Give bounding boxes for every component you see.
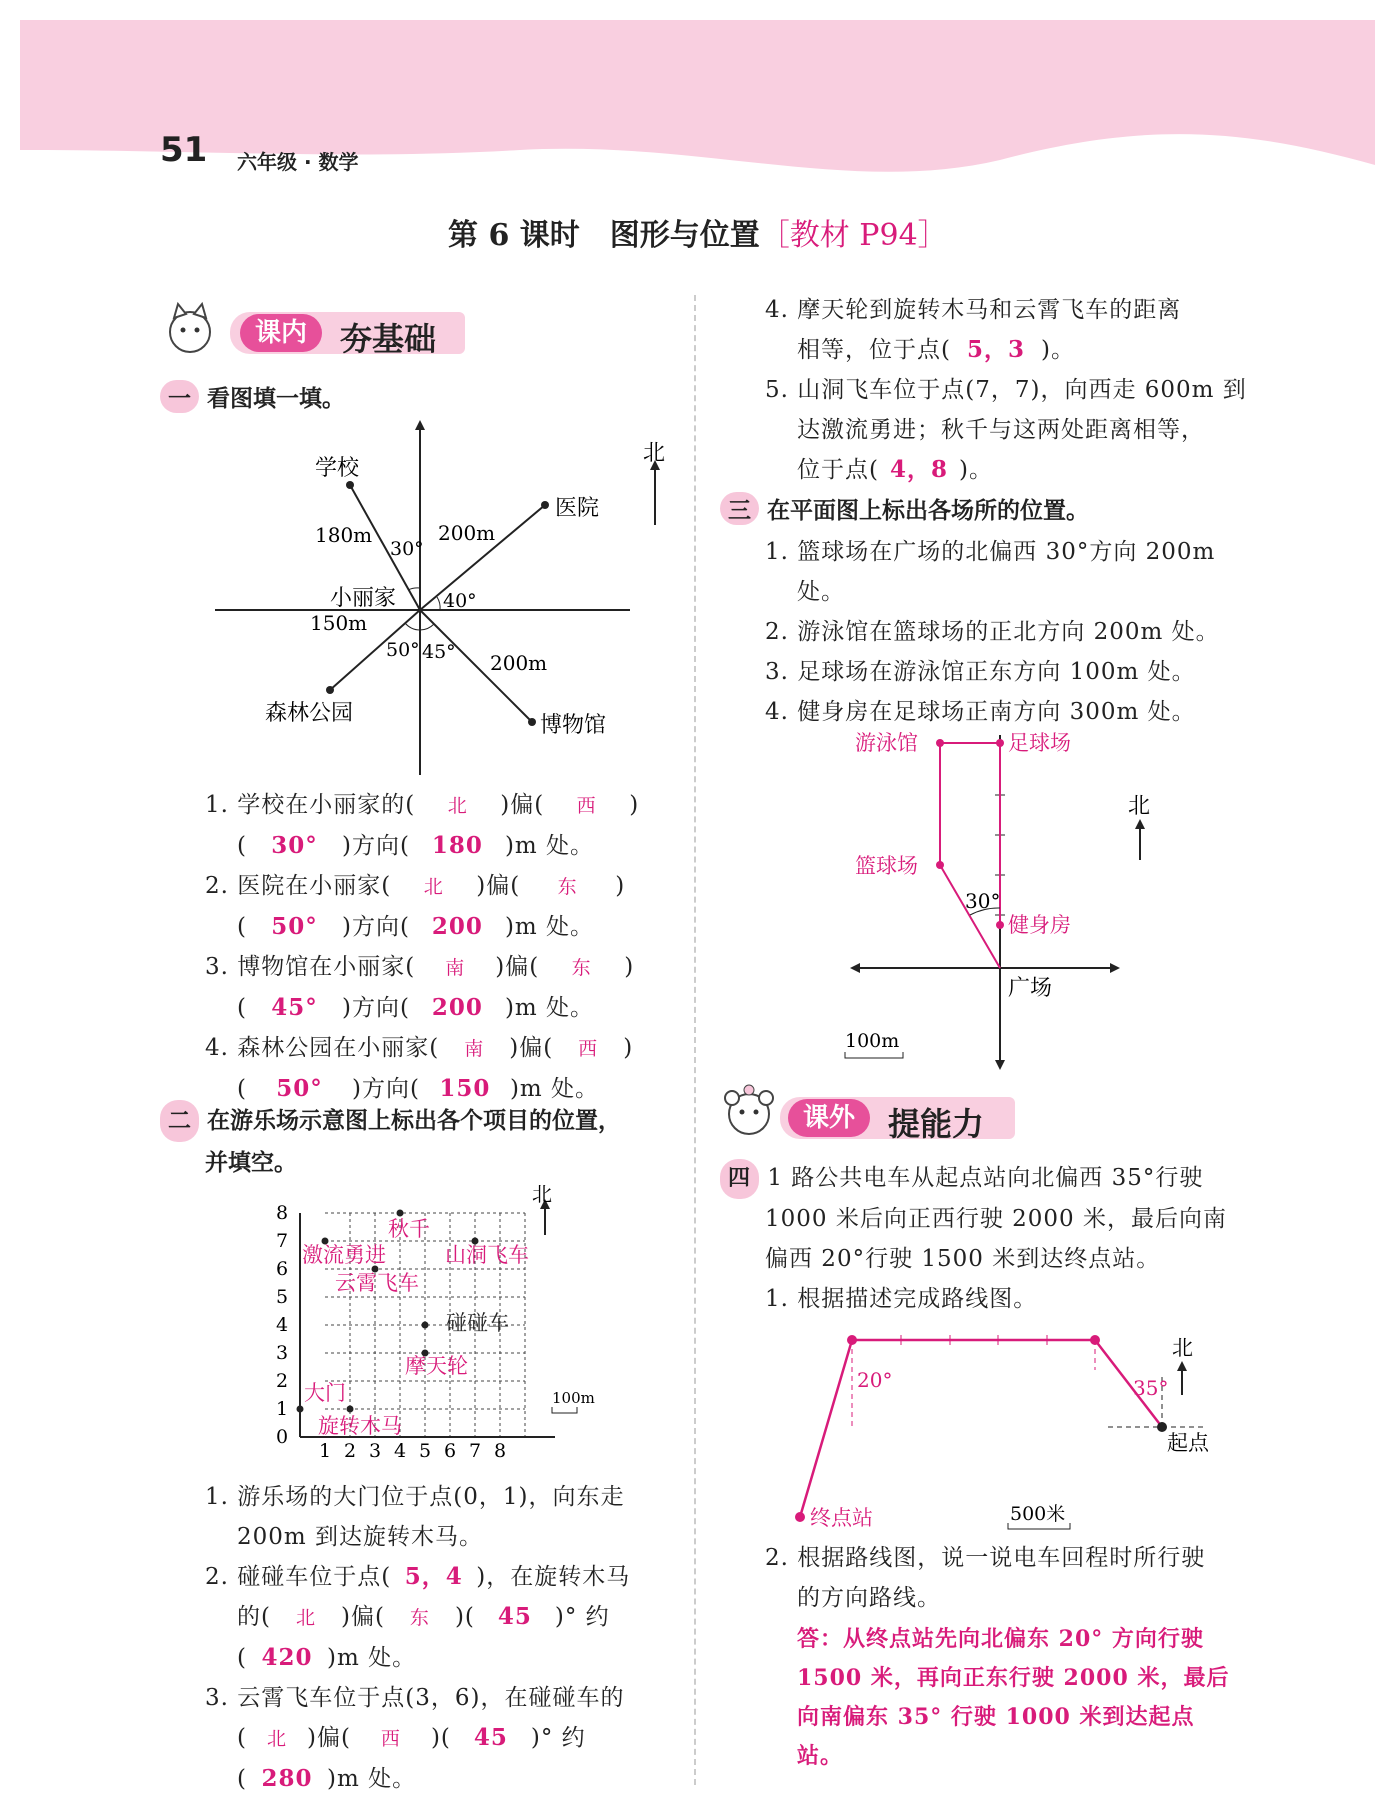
angle-30: 30° — [965, 889, 1001, 913]
q2-continued-lines — [765, 290, 1247, 490]
label-pool: 游泳馆 — [855, 731, 918, 755]
route-north: 北 — [1172, 1336, 1193, 1360]
svg-text:1: 1 — [275, 1398, 289, 1420]
q2-item-3a: 3. 云霄飞车位于点(3，6)，在碰碰车的 — [205, 1685, 625, 1711]
svg-text:3: 3 — [275, 1342, 289, 1364]
q3-number: 三 — [720, 492, 759, 525]
label-carousel: 旋转木马 — [318, 1414, 402, 1438]
q4-sub-2b: 的方向路线。 — [797, 1585, 941, 1611]
label-basketball: 篮球场 — [855, 854, 918, 878]
svg-text:8: 8 — [493, 1440, 507, 1462]
q1-item-4b: ( 50° )方向( 150 )m 处。 — [237, 1075, 600, 1102]
q2-item-5b: 达激流勇进；秋千与这两处距离相等， — [797, 417, 1205, 443]
q3-item-2: 2. 游泳馆在篮球场的正北方向 200m 处。 — [765, 619, 1220, 645]
q4-line-2: 1000 米后向正西行驶 2000 米，最后向南 — [765, 1206, 1227, 1232]
q2-park-grid — [270, 1185, 600, 1465]
q4-line-3: 偏西 20°行驶 1500 米到达终点站。 — [765, 1246, 1161, 1272]
angle-museum: 45° — [422, 641, 456, 663]
q2-item-2a: 2. 碰碰车位于点( 5，4 )，在旋转木马 — [205, 1563, 631, 1590]
q2-item-4a: 4. 摩天轮到旋转木马和云霄飞车的距离 — [765, 297, 1182, 323]
q2-answer-lines — [205, 1477, 630, 1799]
q2-heading — [160, 1100, 621, 1184]
label-park: 森林公园 — [265, 701, 354, 726]
q2-item-1b: 200m 到达旋转木马。 — [237, 1524, 484, 1550]
label-bumper-cars: 碰碰车 — [446, 1311, 509, 1335]
dist-park: 150m — [310, 611, 368, 635]
svg-text:6: 6 — [443, 1440, 457, 1462]
page-number: 51 — [160, 130, 208, 170]
label-gym: 健身房 — [1008, 913, 1071, 937]
q4-number: 四 — [720, 1159, 759, 1199]
label-cave-coaster: 山洞飞车 — [445, 1243, 529, 1267]
dist-museum: 200m — [490, 651, 548, 675]
dist-school: 180m — [315, 523, 373, 547]
bear-mascot-icon — [718, 1080, 778, 1140]
subject-label: 六年级 · 数学 — [237, 150, 359, 174]
q2-item-4b: 相等，位于点( 5，3 )。 — [797, 336, 1075, 363]
q1-number: 一 — [160, 380, 199, 413]
q3-item-4: 4. 健身房在足球场正南方向 300m 处。 — [765, 699, 1196, 725]
q2-prompt-2: 并填空。 — [205, 1150, 297, 1176]
q3-plan-map — [840, 725, 1220, 1070]
q2-number: 二 — [160, 1100, 199, 1142]
q2-item-3c: ( 280 )m 处。 — [237, 1765, 417, 1792]
label-home: 小丽家 — [330, 586, 397, 611]
svg-text:6: 6 — [275, 1258, 289, 1280]
svg-text:7: 7 — [275, 1230, 289, 1252]
cat-mascot-icon — [160, 300, 210, 350]
label-gate: 大门 — [304, 1381, 346, 1405]
q2-item-2c: ( 420 )m 处。 — [237, 1644, 417, 1671]
q2-prompt-1: 在游乐场示意图上标出各个项目的位置， — [207, 1108, 622, 1134]
label-swing: 秋千 — [388, 1217, 430, 1241]
q1-answer-lines — [205, 785, 639, 1109]
route-start: 起点 — [1167, 1431, 1209, 1455]
route-end: 终点站 — [810, 1506, 873, 1530]
q4-answer-2: 1500 米，再向正东行驶 2000 米，最后 — [797, 1665, 1230, 1691]
angle-school: 30° — [390, 538, 424, 560]
label-ferris-wheel: 摩天轮 — [405, 1354, 468, 1378]
route-scale: 500米 — [1010, 1503, 1066, 1525]
q4-answer — [797, 1620, 1229, 1776]
q3-item-3: 3. 足球场在游泳馆正东方向 100m 处。 — [765, 659, 1196, 685]
map-north: 北 — [1128, 794, 1151, 819]
q1-item-2b: ( 50° )方向( 200 )m 处。 — [237, 913, 595, 940]
q4-route-map — [780, 1325, 1220, 1530]
angle-hospital: 40° — [443, 590, 477, 612]
svg-text:4: 4 — [275, 1314, 289, 1336]
angle-park: 50° — [386, 639, 420, 661]
route-angle-35: 35° — [1133, 1376, 1169, 1400]
svg-text:0: 0 — [275, 1426, 289, 1448]
q4-answer-4: 站。 — [797, 1743, 844, 1769]
grid-north: 北 — [532, 1185, 552, 1206]
q4-sub-2 — [765, 1538, 1205, 1618]
q1-item-1b: ( 30° )方向( 180 )m 处。 — [237, 832, 595, 859]
q1-item-2: 2. 医院在小丽家( 北 )偏( 东 ) — [205, 873, 626, 899]
svg-text:3: 3 — [368, 1440, 382, 1462]
map-scale: 100m — [845, 1030, 900, 1052]
q4-prompt — [720, 1158, 1227, 1319]
label-hospital: 医院 — [555, 496, 600, 521]
q3-items — [765, 532, 1220, 732]
label-school: 学校 — [315, 456, 360, 481]
q3-heading — [720, 492, 1089, 525]
column-divider — [694, 295, 696, 1785]
label-roller-coaster: 云霄飞车 — [335, 1271, 419, 1295]
dist-hospital: 200m — [438, 521, 496, 545]
route-angle-20: 20° — [857, 1368, 893, 1392]
page-title — [448, 210, 948, 254]
svg-text:8: 8 — [275, 1202, 289, 1224]
q3-item-1a: 1. 篮球场在广场的北偏西 30°方向 200m — [765, 539, 1216, 565]
q1-heading — [160, 380, 345, 413]
q2-item-5a: 5. 山洞飞车位于点(7，7)，向西走 600m 到 — [765, 377, 1247, 403]
label-football: 足球场 — [1008, 731, 1071, 755]
svg-text:2: 2 — [275, 1370, 289, 1392]
label-rapids: 激流勇进 — [302, 1243, 386, 1267]
kewai-title: 提能力 — [888, 1105, 985, 1143]
q4-sub-1: 1. 根据描述完成路线图。 — [765, 1286, 1038, 1312]
svg-text:5: 5 — [275, 1286, 289, 1308]
label-north: 北 — [643, 441, 666, 466]
q4-answer-3: 向南偏东 35° 行驶 1000 米到达起点 — [797, 1704, 1195, 1730]
svg-text:7: 7 — [468, 1440, 482, 1462]
q1-item-3b: ( 45° )方向( 200 )m 处。 — [237, 994, 595, 1021]
label-museum: 博物馆 — [540, 713, 607, 738]
svg-text:4: 4 — [393, 1440, 407, 1462]
svg-text:2: 2 — [343, 1440, 357, 1462]
svg-text:5: 5 — [418, 1440, 432, 1462]
kenei-badge: 课内 — [240, 314, 322, 352]
q2-item-2b: 的( 北 )偏( 东 )( 45 )° 约 — [237, 1603, 610, 1630]
label-square: 广场 — [1008, 976, 1053, 1001]
q3-item-1b: 处。 — [797, 579, 845, 605]
q1-direction-diagram — [200, 420, 680, 780]
q3-prompt: 在平面图上标出各场所的位置。 — [767, 498, 1090, 524]
grid-scale: 100m — [552, 1389, 595, 1407]
kewai-badge: 课外 — [788, 1099, 870, 1137]
q1-item-1: 1. 学校在小丽家的( 北 )偏( 西 ) — [205, 792, 640, 818]
q1-item-4: 4. 森林公园在小丽家( 南 )偏( 西 ) — [205, 1035, 634, 1061]
q4-sub-2a: 2. 根据路线图，说一说电车回程时所行驶 — [765, 1545, 1206, 1571]
svg-text:1: 1 — [318, 1440, 332, 1462]
lesson-title: 第 6 课时 图形与位置 — [448, 218, 760, 253]
textbook-ref: ［教材 P94］ — [759, 218, 948, 253]
q2-item-5c: 位于点( 4，8 )。 — [797, 456, 993, 483]
q4-answer-1: 答：从终点站先向北偏东 20° 方向行驶 — [797, 1626, 1204, 1652]
q1-prompt: 看图填一填。 — [207, 386, 346, 412]
q2-item-1a: 1. 游乐场的大门位于点(0，1)，向东走 — [205, 1484, 625, 1510]
q2-item-3b: ( 北 )偏( 西 )( 45 )° 约 — [237, 1724, 586, 1751]
q1-item-3: 3. 博物馆在小丽家( 南 )偏( 东 ) — [205, 954, 635, 980]
header-band — [0, 0, 1394, 200]
q4-line-1: 1 路公共电车从起点站向北偏西 35°行驶 — [767, 1165, 1204, 1191]
kenei-title: 夯基础 — [340, 320, 437, 358]
